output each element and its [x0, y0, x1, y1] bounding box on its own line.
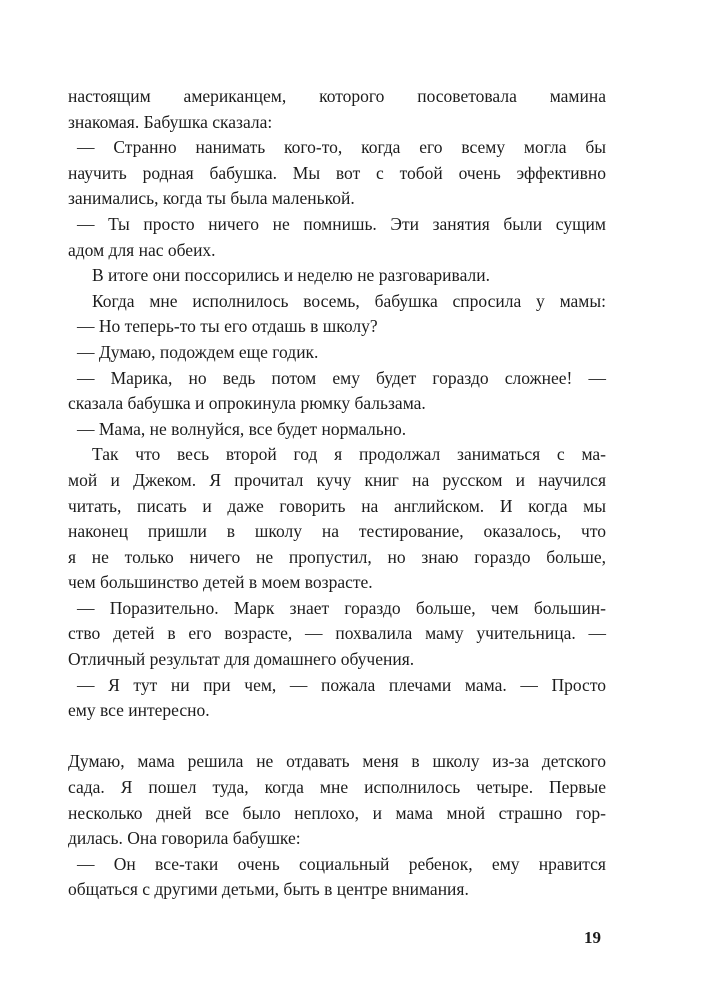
text-line: — Думаю, подождем еще годик.: [77, 341, 319, 362]
text-line: занимались, когда ты была маленькой.: [68, 188, 355, 209]
text-line: Когда мне исполнилось восемь, бабушка спросила у мамы:: [92, 290, 606, 311]
text-line: — Он все-таки очень социальный ребенок, ему нравится: [77, 853, 606, 874]
text-line: наконец пришли в школу на тестирование, оказалось, что: [68, 521, 606, 542]
text-line: — Но теперь-то ты его отдашь в школу?: [77, 316, 378, 337]
text-line: общаться с другими детьми, быть в центре внимания.: [68, 879, 469, 900]
text-line: адом для нас обеих.: [68, 239, 216, 260]
text-line: — Ты просто ничего не помнишь. Эти занятия были сущим: [77, 213, 606, 234]
text-line: — Поразительно. Марк знает гораздо больше, чем большин-: [77, 597, 606, 618]
text-line: Отличный результат для домашнего обучения.: [68, 649, 415, 670]
text-line: дилась. Она говорила бабушке:: [68, 828, 301, 849]
paragraph-gap: [68, 724, 606, 750]
text-line: — Странно нанимать кого-то, когда его всему могла бы: [77, 137, 606, 158]
text-line: — Марика, но ведь потом ему будет гораздо сложнее! —: [77, 367, 606, 388]
text-line: несколько дней все было неплохо, и мама мной страшно гор-: [68, 802, 606, 823]
text-line: ство детей в его возрасте, — похвалила маму учительница. —: [68, 623, 606, 644]
text-line: я не только ничего не пропустил, но знаю гораздо больше,: [68, 546, 606, 567]
page-number: 19: [584, 928, 601, 947]
text-line: научить родная бабушка. Мы вот с тобой очень эффективно: [68, 162, 606, 183]
text-line: сада. Я пошел туда, когда мне исполнилось четыре. Первые: [68, 777, 606, 798]
text-line: — Мама, не волнуйся, все будет нормально.: [77, 418, 407, 439]
text-line: ему все интересно.: [68, 700, 210, 721]
text-line: мой и Джеком. Я прочитал кучу книг на русском и научился: [68, 469, 606, 490]
text-line: Так что весь второй год я продолжал заниматься с ма-: [92, 444, 606, 465]
text-line: знакомая. Бабушка сказала:: [68, 111, 273, 132]
text-line: чем большинство детей в моем возрасте.: [68, 572, 373, 593]
text-line: читать, писать и даже говорить на английском. И когда мы: [68, 495, 606, 516]
body-text: [68, 84, 606, 903]
text-line: сказала бабушка и опрокинула рюмку бальзама.: [68, 393, 426, 414]
text-line: В итоге они поссорились и неделю не разговаривали.: [92, 265, 490, 286]
text-line: Думаю, мама решила не отдавать меня в школу из-за детского: [68, 751, 606, 772]
text-line: настоящим американцем, которого посоветовала мамина: [68, 86, 606, 106]
text-line: — Я тут ни при чем, — пожала плечами мама. — Просто: [77, 674, 606, 695]
